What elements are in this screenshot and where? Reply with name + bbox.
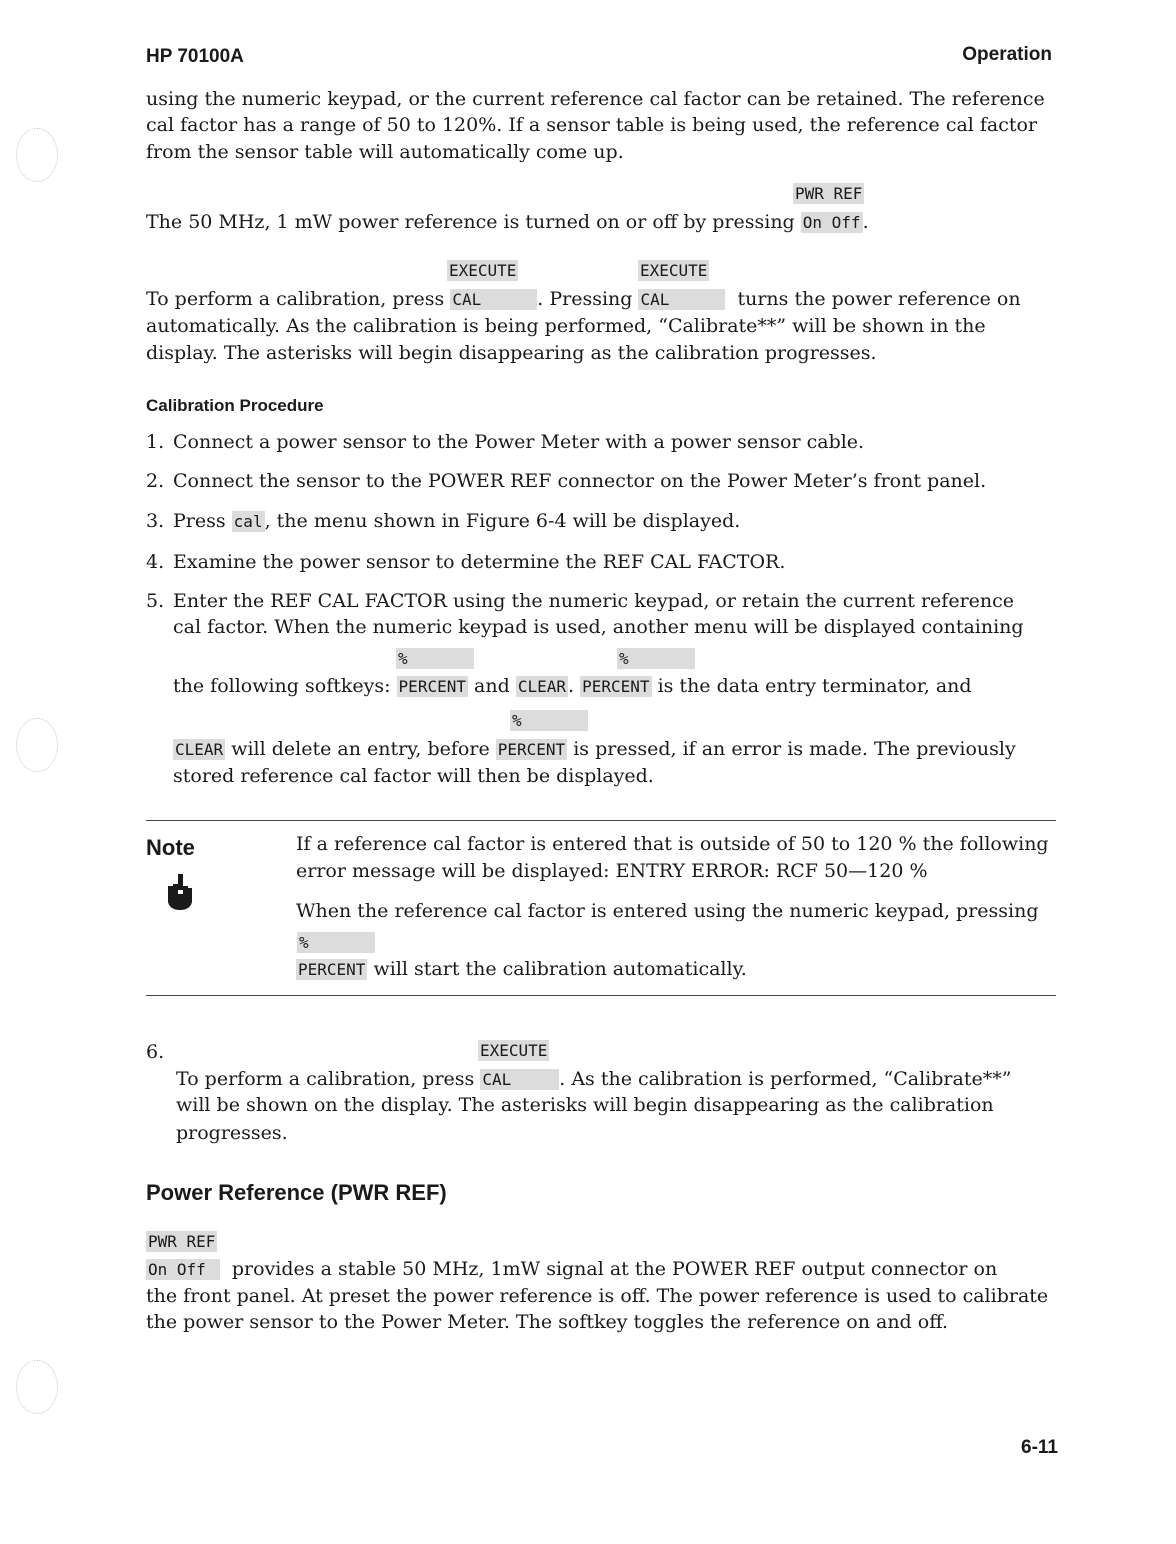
- cal-softkey: CAL: [450, 289, 537, 310]
- intro-line: from the sensor table will automatically come up.: [146, 141, 624, 163]
- percent-softkey: PERCENT: [497, 740, 566, 759]
- cal-text: turns the power reference on: [737, 288, 1021, 310]
- punch-hole: [16, 718, 58, 772]
- execute-softkey-label: EXECUTE: [449, 261, 517, 280]
- step-text-part: . As the calibration is performed, “Calibrate**”: [559, 1068, 1012, 1090]
- note-bottom-rule: [146, 995, 1056, 996]
- percent-softkey-label: %: [396, 648, 474, 669]
- step-text: Connect a power sensor to the Power Meter with a power sensor cable.: [173, 431, 865, 453]
- step-text-part: is pressed, if an error is made. The previously: [573, 738, 1016, 760]
- percent-softkey-label: %: [297, 932, 375, 953]
- note-line: When the reference cal factor is entered using the numeric keypad, pressing: [296, 900, 1039, 922]
- section-text: provides a stable 50 MHz, 1mW signal at the POWER REF output connector on: [231, 1258, 998, 1280]
- step-text-part: , the menu shown in Figure 6-4 will be displayed.: [264, 510, 741, 532]
- pwr-section-line: [146, 1258, 997, 1280]
- step-text-part: the following softkeys:: [173, 675, 391, 697]
- intro-line: using the numeric keypad, or the current reference cal factor can be retained. The reference: [146, 88, 1045, 110]
- period: .: [862, 211, 869, 233]
- note-top-rule: [146, 820, 1056, 821]
- step-6-line: progresses.: [176, 1122, 288, 1144]
- header-model: HP 70100A: [146, 46, 244, 67]
- step-6-line: will be shown on the display. The asterisks will begin disappearing as the calibration: [176, 1094, 994, 1116]
- period: .: [567, 675, 575, 697]
- step-1: [146, 431, 865, 453]
- step-text-part: Press: [173, 510, 226, 532]
- step-4: [146, 551, 786, 573]
- hand-pointing-icon: [162, 872, 196, 912]
- pwr-ref-softkey-label: PWR REF: [148, 1232, 216, 1251]
- step-5-line: cal factor. When the numeric keypad is used, another menu will be displayed containing: [173, 616, 1024, 638]
- execute-softkey-label: EXECUTE: [480, 1041, 548, 1060]
- punch-hole: [16, 128, 58, 182]
- cal-softkey: CAL: [480, 1069, 559, 1090]
- percent-softkey: PERCENT: [298, 960, 366, 979]
- percent-softkey-label: %: [510, 710, 588, 731]
- step-text: [173, 510, 740, 532]
- step-6-number: 6.: [146, 1041, 165, 1063]
- step-text: Examine the power sensor to determine the REF CAL FACTOR.: [173, 551, 786, 573]
- note-label: Note: [146, 835, 195, 860]
- note-line: error message will be displayed: ENTRY ERROR: RCF 50—120 %: [296, 860, 928, 882]
- procedure-heading: Calibration Procedure: [146, 396, 324, 415]
- step-5: [146, 590, 164, 612]
- pwr-ref-on-off-softkey: On Off: [802, 213, 861, 232]
- step-5-line: stored reference cal factor will then be displayed.: [173, 765, 654, 787]
- step-number: 5.: [146, 590, 165, 612]
- step-5-line: [173, 738, 1016, 760]
- step-text-part: and: [474, 675, 510, 697]
- step-text-part: is the data entry terminator, and: [657, 675, 972, 697]
- pwr-ref-text: The 50 MHz, 1 mW power reference is turned on or off by pressing: [146, 211, 795, 233]
- step-5-line: [173, 675, 972, 697]
- step-number: 1.: [146, 431, 165, 453]
- pwr-section-line: the front panel. At preset the power reference is off. The power reference is used to calibrate: [146, 1285, 1049, 1307]
- cal-paragraph-line: automatically. As the calibration is being performed, “Calibrate**” will be shown in the: [146, 315, 986, 337]
- section-heading: Power Reference (PWR REF): [146, 1180, 447, 1205]
- cal-softkey: CAL: [638, 289, 725, 310]
- step-text-part: will delete an entry, before: [231, 738, 490, 760]
- execute-softkey-label: EXECUTE: [640, 261, 708, 280]
- step-number: 4.: [146, 551, 165, 573]
- percent-softkey: PERCENT: [582, 677, 650, 696]
- step-number: 2.: [146, 470, 165, 492]
- cal-text: . Pressing: [537, 288, 633, 310]
- pwr-ref-paragraph: [146, 211, 869, 233]
- percent-softkey: PERCENT: [398, 677, 466, 696]
- clear-softkey: CLEAR: [175, 740, 224, 759]
- step-text: Connect the sensor to the POWER REF connector on the Power Meter’s front panel.: [173, 470, 987, 492]
- pwr-section-line: the power sensor to the Power Meter. The softkey toggles the reference on and off.: [146, 1311, 949, 1333]
- note-text-part: will start the calibration automatically.: [373, 958, 747, 980]
- punch-hole: [16, 1360, 58, 1414]
- step-2: [146, 470, 987, 492]
- cal-paragraph-line: display. The asterisks will begin disappearing as the calibration progresses.: [146, 342, 877, 364]
- clear-softkey: CLEAR: [517, 677, 566, 696]
- step-3: [146, 510, 741, 532]
- pwr-ref-on-off-softkey: On Off: [146, 1259, 220, 1280]
- note-line: [296, 958, 747, 980]
- note-line: If a reference cal factor is entered that is outside of 50 to 120 % the following: [296, 833, 1049, 855]
- percent-softkey-label: %: [617, 648, 695, 669]
- pwr-ref-softkey-label: PWR REF: [795, 184, 863, 203]
- header-section: Operation: [962, 44, 1052, 65]
- cal-paragraph-line: [146, 288, 1021, 310]
- cal-softkey: cal: [233, 512, 263, 531]
- step-text-part: To perform a calibration, press: [176, 1068, 475, 1090]
- step-5-line: Enter the REF CAL FACTOR using the numeric keypad, or retain the current reference: [173, 590, 1015, 612]
- intro-line: cal factor has a range of 50 to 120%. If a sensor table is being used, the reference cal factor: [146, 114, 1038, 136]
- cal-text: To perform a calibration, press: [146, 288, 445, 310]
- page-number: 6-11: [1021, 1437, 1058, 1458]
- step-number: 3.: [146, 510, 165, 532]
- step-6-line: [176, 1068, 1011, 1090]
